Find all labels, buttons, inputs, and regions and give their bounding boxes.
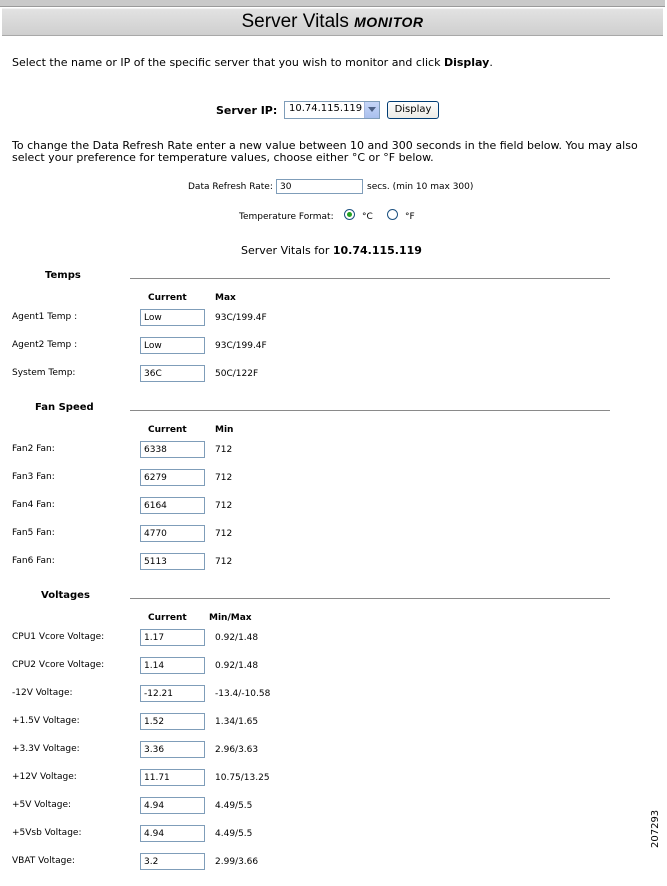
temps-row-current-input[interactable]: Low: [140, 337, 205, 354]
fans-row-ref-value: 712: [215, 529, 233, 539]
voltages-row-current-input[interactable]: 1.52: [140, 713, 205, 730]
intro-text: [12, 56, 493, 69]
server-ip-value: 10.74.115.119: [289, 103, 363, 114]
fans-col-current: Current: [148, 425, 187, 435]
refresh-rate-hint: secs. (min 10 max 300): [367, 182, 474, 192]
temps-col-max: Max: [215, 293, 236, 303]
temps-row-ref-value: 50C/122F: [215, 369, 259, 379]
vitals-for-heading: [241, 244, 422, 257]
voltages-row-ref-value: 10.75/13.25: [215, 773, 270, 783]
voltages-row-ref-value: -13.4/-10.58: [215, 689, 271, 699]
fahrenheit-label: °F: [405, 212, 415, 222]
fans-divider: [130, 410, 610, 411]
temps-row-label: System Temp:: [12, 368, 76, 378]
voltages-col-minmax: Min/Max: [209, 613, 252, 623]
fahrenheit-radio[interactable]: [387, 209, 398, 220]
temps-row-current-input[interactable]: 36C: [140, 365, 205, 382]
temp-format-label: Temperature Format:: [239, 212, 334, 222]
voltages-row-label: +12V Voltage:: [12, 772, 77, 782]
fans-row-label: Fan5 Fan:: [12, 528, 55, 538]
temps-row-ref-value: 93C/199.4F: [215, 313, 267, 323]
display-button[interactable]: Display: [387, 101, 439, 119]
voltages-divider: [130, 598, 610, 599]
voltages-row-label: +1.5V Voltage:: [12, 716, 80, 726]
celsius-radio[interactable]: [344, 209, 355, 220]
voltages-row-current-input[interactable]: 11.71: [140, 769, 205, 786]
fans-row-ref-value: 712: [215, 445, 233, 455]
figure-number: 207293: [650, 809, 661, 848]
fans-row-current-input[interactable]: 5113: [140, 553, 205, 570]
fans-section-title: Fan Speed: [35, 402, 94, 413]
temps-row-ref-value: 93C/199.4F: [215, 341, 267, 351]
voltages-row-current-input[interactable]: 4.94: [140, 797, 205, 814]
page-title-sub: MONITOR: [354, 14, 424, 30]
temps-row-label: Agent1 Temp :: [12, 312, 78, 322]
refresh-rate-label: Data Refresh Rate:: [188, 182, 273, 192]
voltages-row-ref-value: 2.96/3.63: [215, 745, 259, 755]
fans-row-label: Fan4 Fan:: [12, 500, 55, 510]
voltages-row-ref-value: 0.92/1.48: [215, 633, 259, 643]
temps-col-current: Current: [148, 293, 187, 303]
celsius-label: °C: [362, 212, 373, 222]
vitals-for-label: Server Vitals for: [241, 244, 333, 257]
voltages-row-current-input[interactable]: 1.17: [140, 629, 205, 646]
voltages-row-current-input[interactable]: 4.94: [140, 825, 205, 842]
temps-section-title: Temps: [45, 270, 81, 281]
fans-col-min: Min: [215, 425, 234, 435]
voltages-row-ref-value: 2.99/3.66: [215, 857, 259, 867]
chevron-down-icon[interactable]: [364, 102, 379, 118]
intro-action: Display: [443, 56, 490, 69]
voltages-col-current: Current: [148, 613, 187, 623]
voltages-row-label: +5V Voltage:: [12, 800, 72, 810]
fans-row-ref-value: 712: [215, 501, 233, 511]
server-ip-select[interactable]: [284, 101, 380, 119]
temps-divider: [130, 278, 610, 279]
voltages-row-current-input[interactable]: -12.21: [140, 685, 205, 702]
voltages-row-label: CPU1 Vcore Voltage:: [12, 632, 105, 642]
vitals-for-ip: 10.74.115.119: [332, 244, 422, 257]
refresh-rate-input[interactable]: 30: [276, 179, 363, 194]
voltages-row-current-input[interactable]: 3.36: [140, 741, 205, 758]
voltages-row-ref-value: 0.92/1.48: [215, 661, 259, 671]
voltages-row-label: VBAT Voltage:: [12, 856, 75, 866]
server-ip-label: Server IP:: [216, 104, 278, 117]
voltages-row-ref-value: 1.34/1.65: [215, 717, 259, 727]
voltages-row-label: +5Vsb Voltage:: [12, 828, 82, 838]
voltages-section-title: Voltages: [41, 590, 90, 601]
temps-row-label: Agent2 Temp :: [12, 340, 78, 350]
intro-main: Select the name or IP of the specific server that you wish to monitor and click: [12, 56, 444, 69]
voltages-row-label: -12V Voltage:: [12, 688, 73, 698]
page-title: Server Vitals: [241, 11, 355, 32]
fans-row-label: Fan3 Fan:: [12, 472, 55, 482]
voltages-row-ref-value: 4.49/5.5: [215, 829, 253, 839]
page-title-bar: [2, 8, 663, 36]
fans-row-ref-value: 712: [215, 557, 233, 567]
fans-row-current-input[interactable]: 4770: [140, 525, 205, 542]
fans-row-label: Fan2 Fan:: [12, 444, 55, 454]
voltages-row-ref-value: 4.49/5.5: [215, 801, 253, 811]
fans-row-current-input[interactable]: 6164: [140, 497, 205, 514]
voltages-row-label: +3.3V Voltage:: [12, 744, 80, 754]
voltages-row-current-input[interactable]: 1.14: [140, 657, 205, 674]
voltages-row-label: CPU2 Vcore Voltage:: [12, 660, 105, 670]
fans-row-current-input[interactable]: 6338: [140, 441, 205, 458]
fans-row-label: Fan6 Fan:: [12, 556, 55, 566]
intro-end: .: [489, 56, 493, 69]
voltages-row-current-input[interactable]: 3.2: [140, 853, 205, 870]
fans-row-current-input[interactable]: 6279: [140, 469, 205, 486]
refresh-instructions: To change the Data Refresh Rate enter a new value between 10 and 300 seconds in the field below. You may also select your preference for temperature values, choose either °C or °F below.: [12, 139, 638, 164]
top-frame-bar: [0, 0, 665, 7]
temps-row-current-input[interactable]: Low: [140, 309, 205, 326]
fans-row-ref-value: 712: [215, 473, 233, 483]
